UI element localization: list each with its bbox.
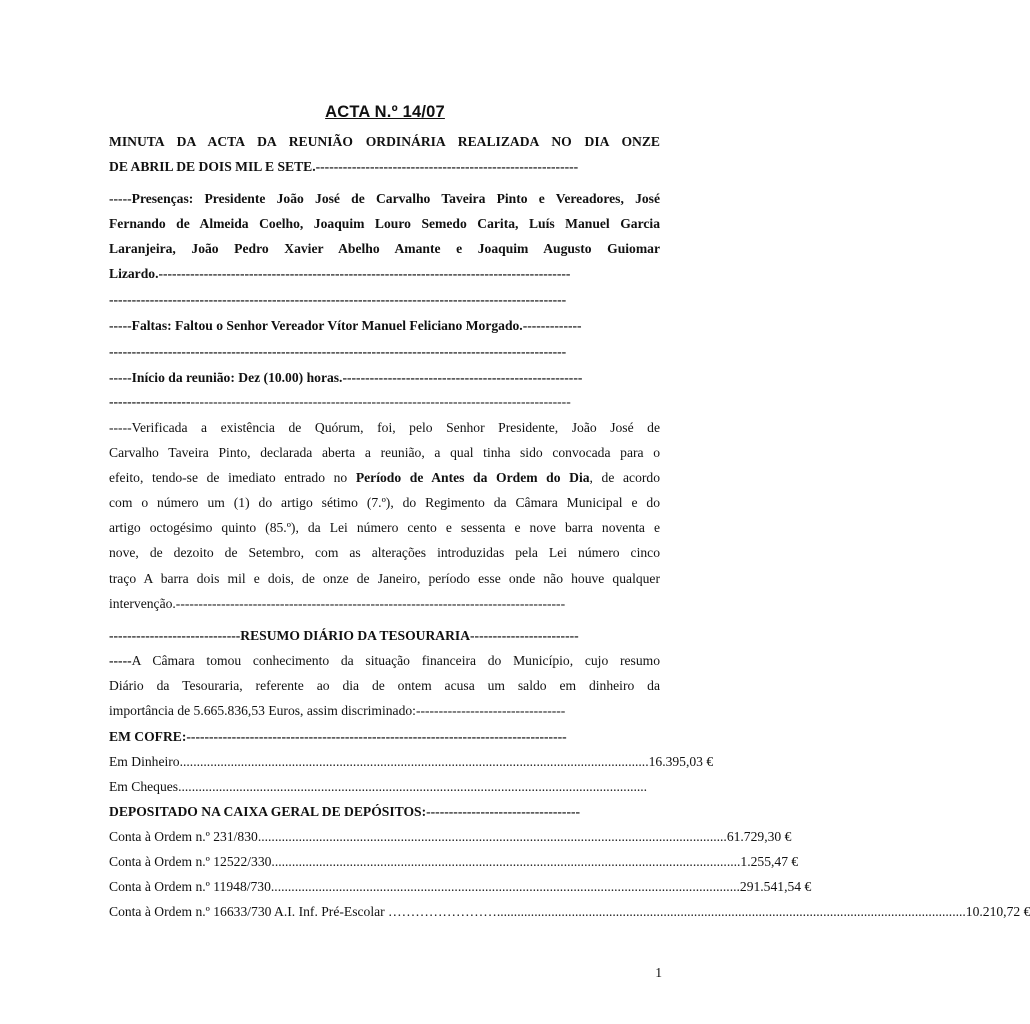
dinheiro-row — [109, 753, 714, 771]
camara-line-1 — [109, 652, 660, 670]
header-line-2: DE ABRIL DE DOIS MIL E SETE.---------------------------------------------------------- — [109, 159, 579, 174]
verificada-line-6: nove, de dezoito de Setembro, com as alterações introduzidas pela Lei número cinco — [109, 545, 660, 560]
presencas-line-1: -----Presenças: Presidente João José de Carvalho Taveira Pinto e Vereadores, José — [109, 191, 660, 206]
verificada-line-4: com o número um (1) do artigo sétimo (7.º), do Regimento da Câmara Municipal e do — [109, 495, 660, 510]
conta-row — [109, 853, 799, 871]
separator-line-c — [109, 393, 660, 411]
verificada-line-2: Carvalho Taveira Pinto, declarada aberta a reunião, a qual tinha sido convocada para o — [109, 445, 660, 460]
camara-line-2: Diário da Tesouraria, referente ao dia de ontem acusa um saldo em dinheiro da — [109, 678, 660, 693]
conta-value: 1.255,47 € — [740, 854, 799, 869]
cgd-heading: DEPOSITADO NA CAIXA GERAL DE DEPÓSITOS:---------------------------------- — [109, 804, 581, 819]
cheques-row — [109, 778, 660, 796]
camara-line-1-dashes: ----- — [109, 653, 132, 668]
verificada-line-7: traço A barra dois mil e dois, de onze de Janeiro, período esse onde não houve qualquer — [109, 571, 660, 586]
conta-row — [109, 903, 1030, 921]
conta-label: Conta à Ordem n.º 11948/730 — [109, 879, 271, 894]
separator-regular-part: ------------------------------------------------------------------------------------ — [190, 394, 571, 409]
conta-value: 291.541,54 € — [739, 879, 812, 894]
separator-bold-part: ------------------ — [109, 394, 191, 409]
conta-row — [109, 828, 792, 846]
camara-line-1-text: A Câmara tomou conhecimento da situação financeira do Município, cujo resumo — [131, 653, 660, 668]
document-title: ACTA N.º 14/07 — [325, 103, 445, 121]
separator-line-a: ----------------------------------------------------------------------------------------------------- — [109, 292, 567, 307]
verificada-line-3 — [109, 469, 660, 487]
camara-line-3: importância de 5.665.836,53 Euros, assim discriminado:--------------------------------- — [109, 703, 566, 718]
presencas-line-4: Lizardo.------------------------------------------------------------------------------------------- — [109, 266, 571, 281]
leader-dots: .......................................................................................................................................... — [178, 779, 648, 794]
cheques-label: Em Cheques — [109, 779, 179, 794]
page-number: 1 — [655, 965, 662, 980]
leader-dots: .......................................................................................................................................... — [270, 879, 740, 894]
leader-dots: .......................................................................................................................................... — [271, 854, 741, 869]
dinheiro-value: 16.395,03 € — [648, 754, 714, 769]
verificada-line-3-a: efeito, tendo-se de imediato entrado no — [109, 470, 356, 485]
conta-label: Conta à Ordem n.º 16633/730 A.I. Inf. Pré-Escolar …………………… — [109, 904, 497, 919]
inicio-line: -----Início da reunião: Dez (10.00) horas.----------------------------------------------------- — [109, 370, 583, 385]
em-cofre-heading: EM COFRE:------------------------------------------------------------------------------------ — [109, 729, 567, 744]
verificada-line-8: intervenção.-------------------------------------------------------------------------------------- — [109, 596, 566, 611]
resumo-heading: -----------------------------RESUMO DIÁRIO DA TESOURARIA------------------------ — [109, 628, 579, 643]
verificada-line-3-c: , de acordo — [589, 470, 660, 485]
conta-label: Conta à Ordem n.º 231/830 — [109, 829, 258, 844]
presencas-line-3: Laranjeira, João Pedro Xavier Abelho Amante e Joaquim Augusto Guiomar — [109, 241, 660, 256]
conta-value: 10.210,72 € — [965, 904, 1030, 919]
leader-dots: .......................................................................................................................................... — [179, 754, 649, 769]
verificada-line-1: -----Verificada a existência de Quórum, foi, pelo Senhor Presidente, João José de — [109, 420, 660, 435]
periodo-antes-ordem-dia: Período de Antes da Ordem do Dia — [355, 470, 590, 485]
conta-row — [109, 878, 812, 896]
dinheiro-label: Em Dinheiro — [109, 754, 180, 769]
leader-dots: .......................................................................................................................................... — [257, 829, 727, 844]
presencas-line-2: Fernando de Almeida Coelho, Joaquim Louro Semedo Carita, Luís Manuel Garcia — [109, 216, 660, 231]
verificada-line-5: artigo octogésimo quinto (85.º), da Lei número cento e sessenta e nove barra noventa e — [109, 520, 660, 535]
conta-label: Conta à Ordem n.º 12522/330 — [109, 854, 272, 869]
header-line-1: MINUTA DA ACTA DA REUNIÃO ORDINÁRIA REALIZADA NO DIA ONZE — [109, 134, 660, 149]
conta-value: 61.729,30 € — [726, 829, 792, 844]
leader-dots: .......................................................................................................................................... — [496, 904, 966, 919]
faltas-line: -----Faltas: Faltou o Senhor Vereador Vítor Manuel Feliciano Morgado.------------- — [109, 318, 582, 333]
separator-line-b: ----------------------------------------------------------------------------------------------------- — [109, 344, 567, 359]
